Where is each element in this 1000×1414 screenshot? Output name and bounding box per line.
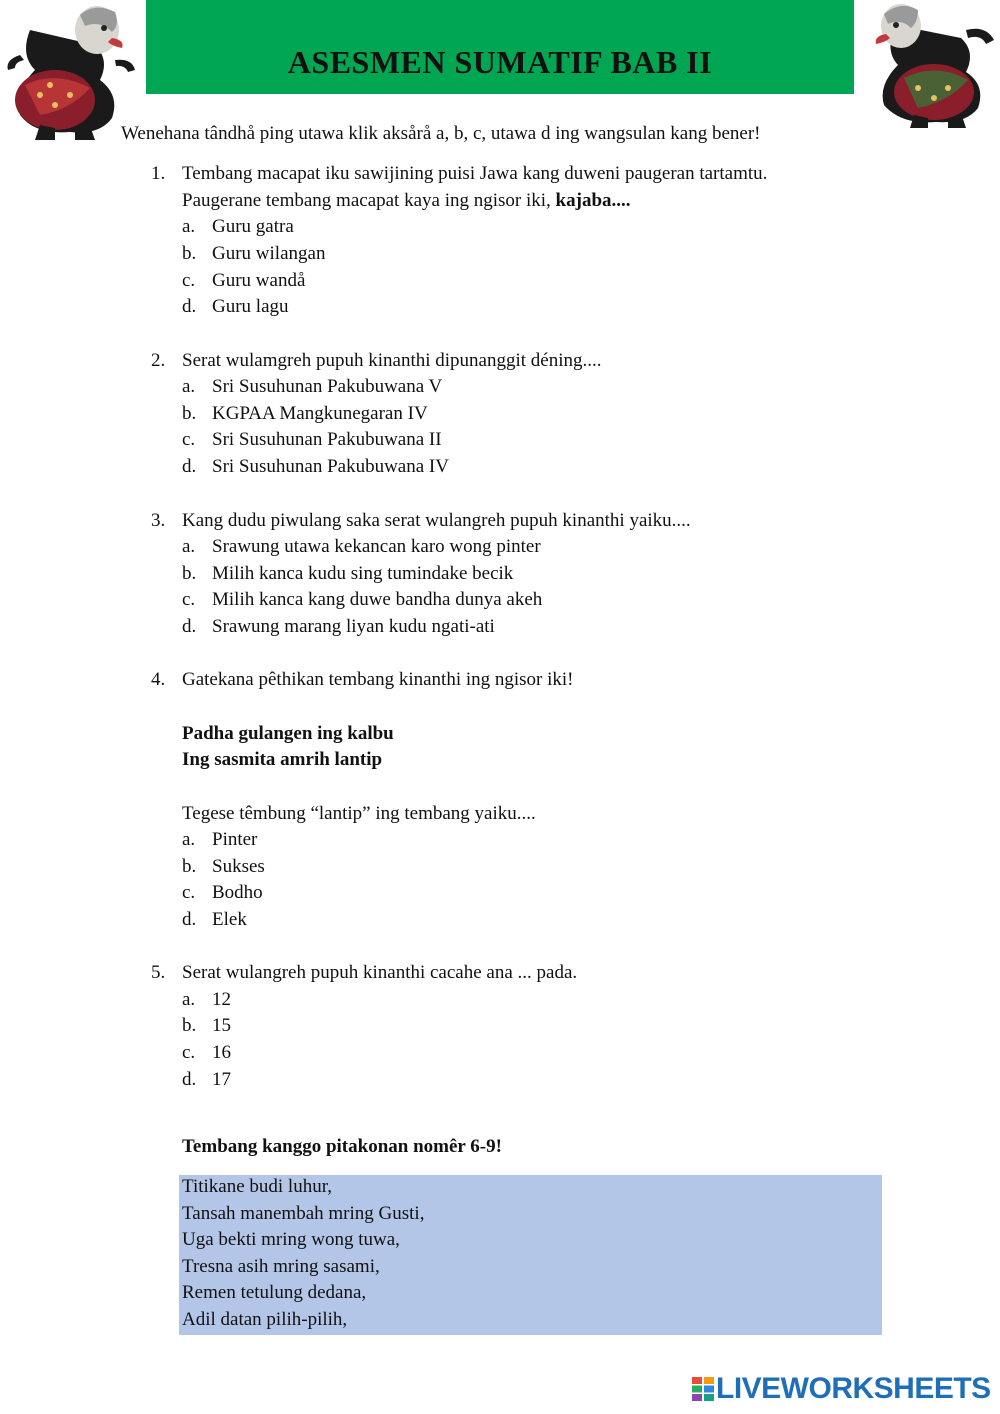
wayang-puppet-right-icon [856,0,1000,130]
poem-line: Remen tetulung dedana, [182,1282,367,1303]
page-title: ASESMEN SUMATIF BAB II [287,44,713,80]
question-emphasis: kajaba.... [555,190,631,211]
instruction-text: Wenehana tândhå ping utawa klik aksårå a, b, c, utawa d ing wangsulan kang bener! [121,123,761,144]
question-number: 2. [151,350,166,371]
question-prompt: Tegese têmbung “lantip” ing tembang yaiku.... [182,803,536,824]
poem-line: Tansah manembah mring Gusti, [182,1203,425,1224]
poem-line: Titikane budi luhur, [182,1176,333,1197]
question-text: Paugerane tembang macapat kaya ing ngisor iki, kajaba.... [182,190,631,211]
footer-brand: LIVEWORKSHEETS [716,1372,991,1405]
question-number: 4. [151,669,166,690]
quote-line: Padha gulangen ing kalbu [182,723,394,744]
quote-line: Ing sasmita amrih lantip [182,749,383,770]
poem-line: Adil datan pilih-pilih, [182,1309,348,1330]
liveworksheets-logo-icon [692,1377,714,1401]
question-number: 1. [151,163,166,184]
question-text: Serat wulamgreh pupuh kinanthi dipunanggit déning.... [182,350,602,371]
question-text: Serat wulangreh pupuh kinanthi cacahe ana ... pada. [182,962,578,983]
question-text: Gatekana pêthikan tembang kinanthi ing ngisor iki! [182,669,574,690]
poem-heading: Tembang kanggo pitakonan nomêr 6-9! [182,1136,502,1157]
question-number: 3. [151,510,166,531]
poem-line: Tresna asih mring sasami, [182,1256,380,1277]
poem-line: Uga bekti mring wong tuwa, [182,1229,400,1250]
wayang-puppet-left-icon [0,0,140,142]
question-number: 5. [151,962,166,983]
question-text: Kang dudu piwulang saka serat wulangreh pupuh kinanthi yaiku.... [182,510,691,531]
question-text: Tembang macapat iku sawijining puisi Jawa kang duweni paugeran tartamtu. [182,163,768,184]
